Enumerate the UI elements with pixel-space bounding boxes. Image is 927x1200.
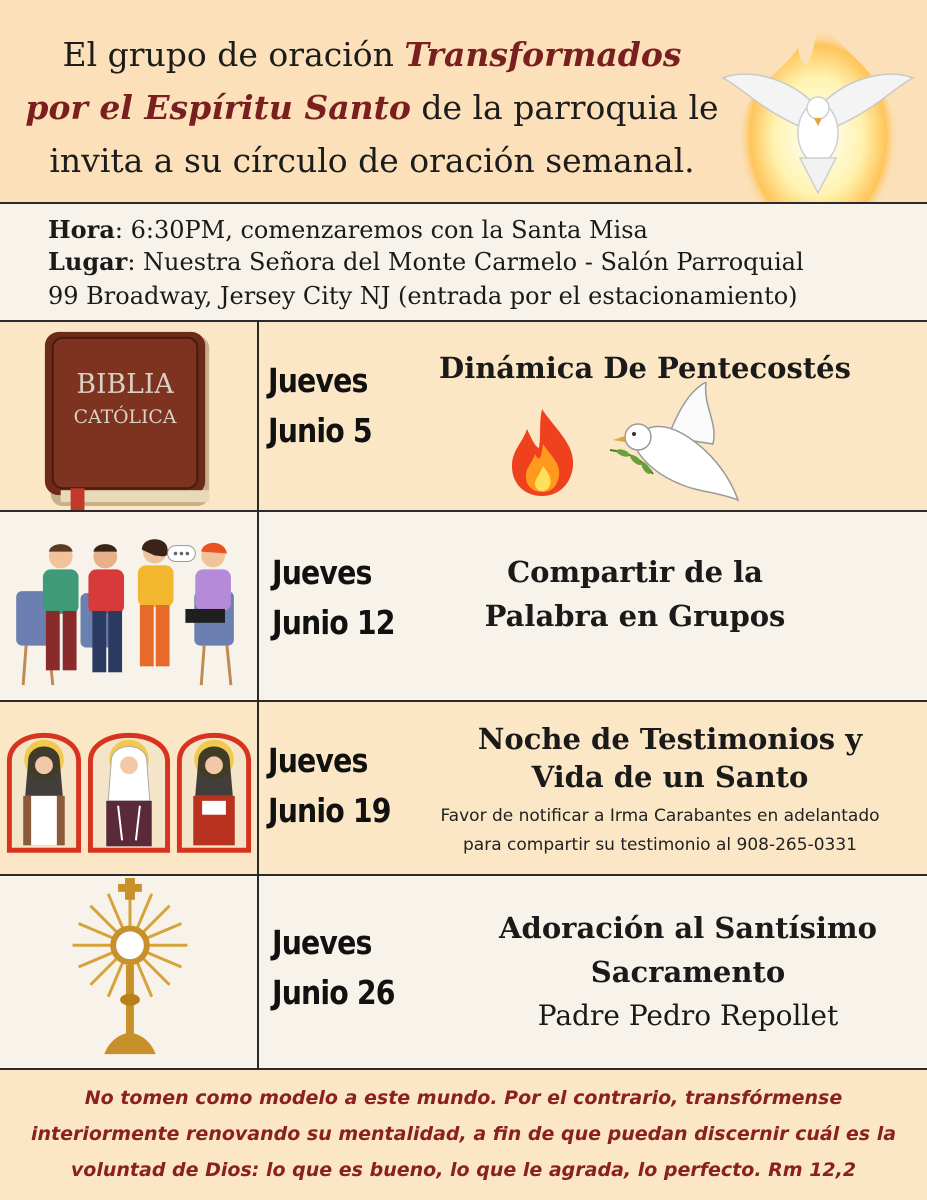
column-divider — [257, 512, 259, 700]
place-label: Lugar — [48, 247, 128, 276]
event-date-text: Junio 19 — [268, 791, 391, 830]
event-day: Jueves — [268, 361, 368, 400]
event-date — [268, 356, 372, 456]
column-divider — [257, 876, 259, 1068]
priest-name: Padre Pedro Repollet — [537, 999, 839, 1032]
event-title-line1: Adoración al Santísimo — [499, 911, 877, 945]
event-row-june-5 — [0, 322, 927, 512]
bible-title: BIBLIA — [76, 369, 174, 401]
fire-icon — [505, 404, 580, 499]
time-line — [48, 214, 648, 246]
time-value: : 6:30PM, comenzaremos con la Santa Misa — [114, 216, 648, 244]
event-title-line2: Palabra en Grupos — [484, 599, 786, 633]
time-label: Hora — [48, 215, 115, 244]
event-day: Jueves — [268, 741, 368, 780]
event-title-line2: Sacramento — [590, 955, 786, 989]
dove-with-olive-branch-icon — [608, 382, 743, 507]
event-date — [272, 918, 395, 1018]
event-title-line2: Vida de un Santo — [531, 760, 809, 794]
event-row-june-12 — [0, 512, 927, 702]
header-line2-text: de la parroquia le — [410, 88, 719, 127]
event-date-text: Junio 26 — [272, 973, 395, 1012]
event-row-june-26 — [0, 876, 927, 1070]
header-line3-text: invita a su círculo de oración semanal. — [49, 141, 695, 180]
scripture-line3: voluntad de Dios: lo que es bueno, lo que le agrada, lo perfecto. Rm 12,2 — [70, 1159, 857, 1181]
event-title — [445, 720, 895, 796]
place-value: : Nuestra Señora del Monte Carmelo - Salón Parroquial — [127, 248, 804, 276]
event-date-text: Junio 12 — [272, 603, 395, 642]
event-title-line1: Compartir de la — [507, 555, 763, 589]
bible-icon — [0, 322, 257, 510]
column-divider — [257, 322, 259, 510]
address-line: 99 Broadway, Jersey City NJ (entrada por el estacionamiento) — [48, 282, 798, 310]
monstrance-icon — [0, 876, 257, 1068]
testimony-note — [405, 802, 915, 860]
scripture-line1: No tomen como modelo a este mundo. Por el contrario, transfórmense — [84, 1087, 843, 1109]
event-day: Jueves — [272, 923, 372, 962]
event-title — [430, 550, 840, 638]
testimony-note-line1: Favor de notificar a Irma Carabantes en adelantado — [440, 806, 880, 826]
scripture-quote — [6, 1080, 921, 1188]
event-title: Dinámica De Pentecostés — [439, 351, 851, 385]
people-sharing-group-icon — [0, 512, 257, 700]
column-divider — [257, 702, 259, 874]
event-date — [272, 548, 395, 648]
event-day: Jueves — [272, 553, 372, 592]
event-details — [0, 202, 927, 322]
event-date-text: Junio 5 — [268, 411, 372, 450]
saints-stained-glass-icon — [0, 702, 257, 874]
group-name-part1: Transformados — [404, 35, 682, 74]
event-title — [463, 906, 913, 994]
testimony-note-line2: para compartir su testimonio al 908-265-0331 — [463, 835, 857, 855]
header-banner — [0, 0, 927, 202]
scripture-line2: interiormente renovando su mentalidad, a fin de que puedan discernir cuál es la — [30, 1123, 897, 1145]
header-line1-text: El grupo de oración — [62, 35, 405, 74]
header-invitation — [12, 28, 732, 187]
bible-subtitle: CATÓLICA — [73, 406, 177, 428]
event-row-june-19 — [0, 702, 927, 876]
event-date — [268, 736, 391, 836]
place-line — [48, 246, 804, 278]
group-name-part2: por el Espíritu Santo — [25, 88, 411, 127]
event-title-line1: Noche de Testimonios y — [477, 722, 863, 756]
scripture-footer — [0, 1070, 927, 1200]
